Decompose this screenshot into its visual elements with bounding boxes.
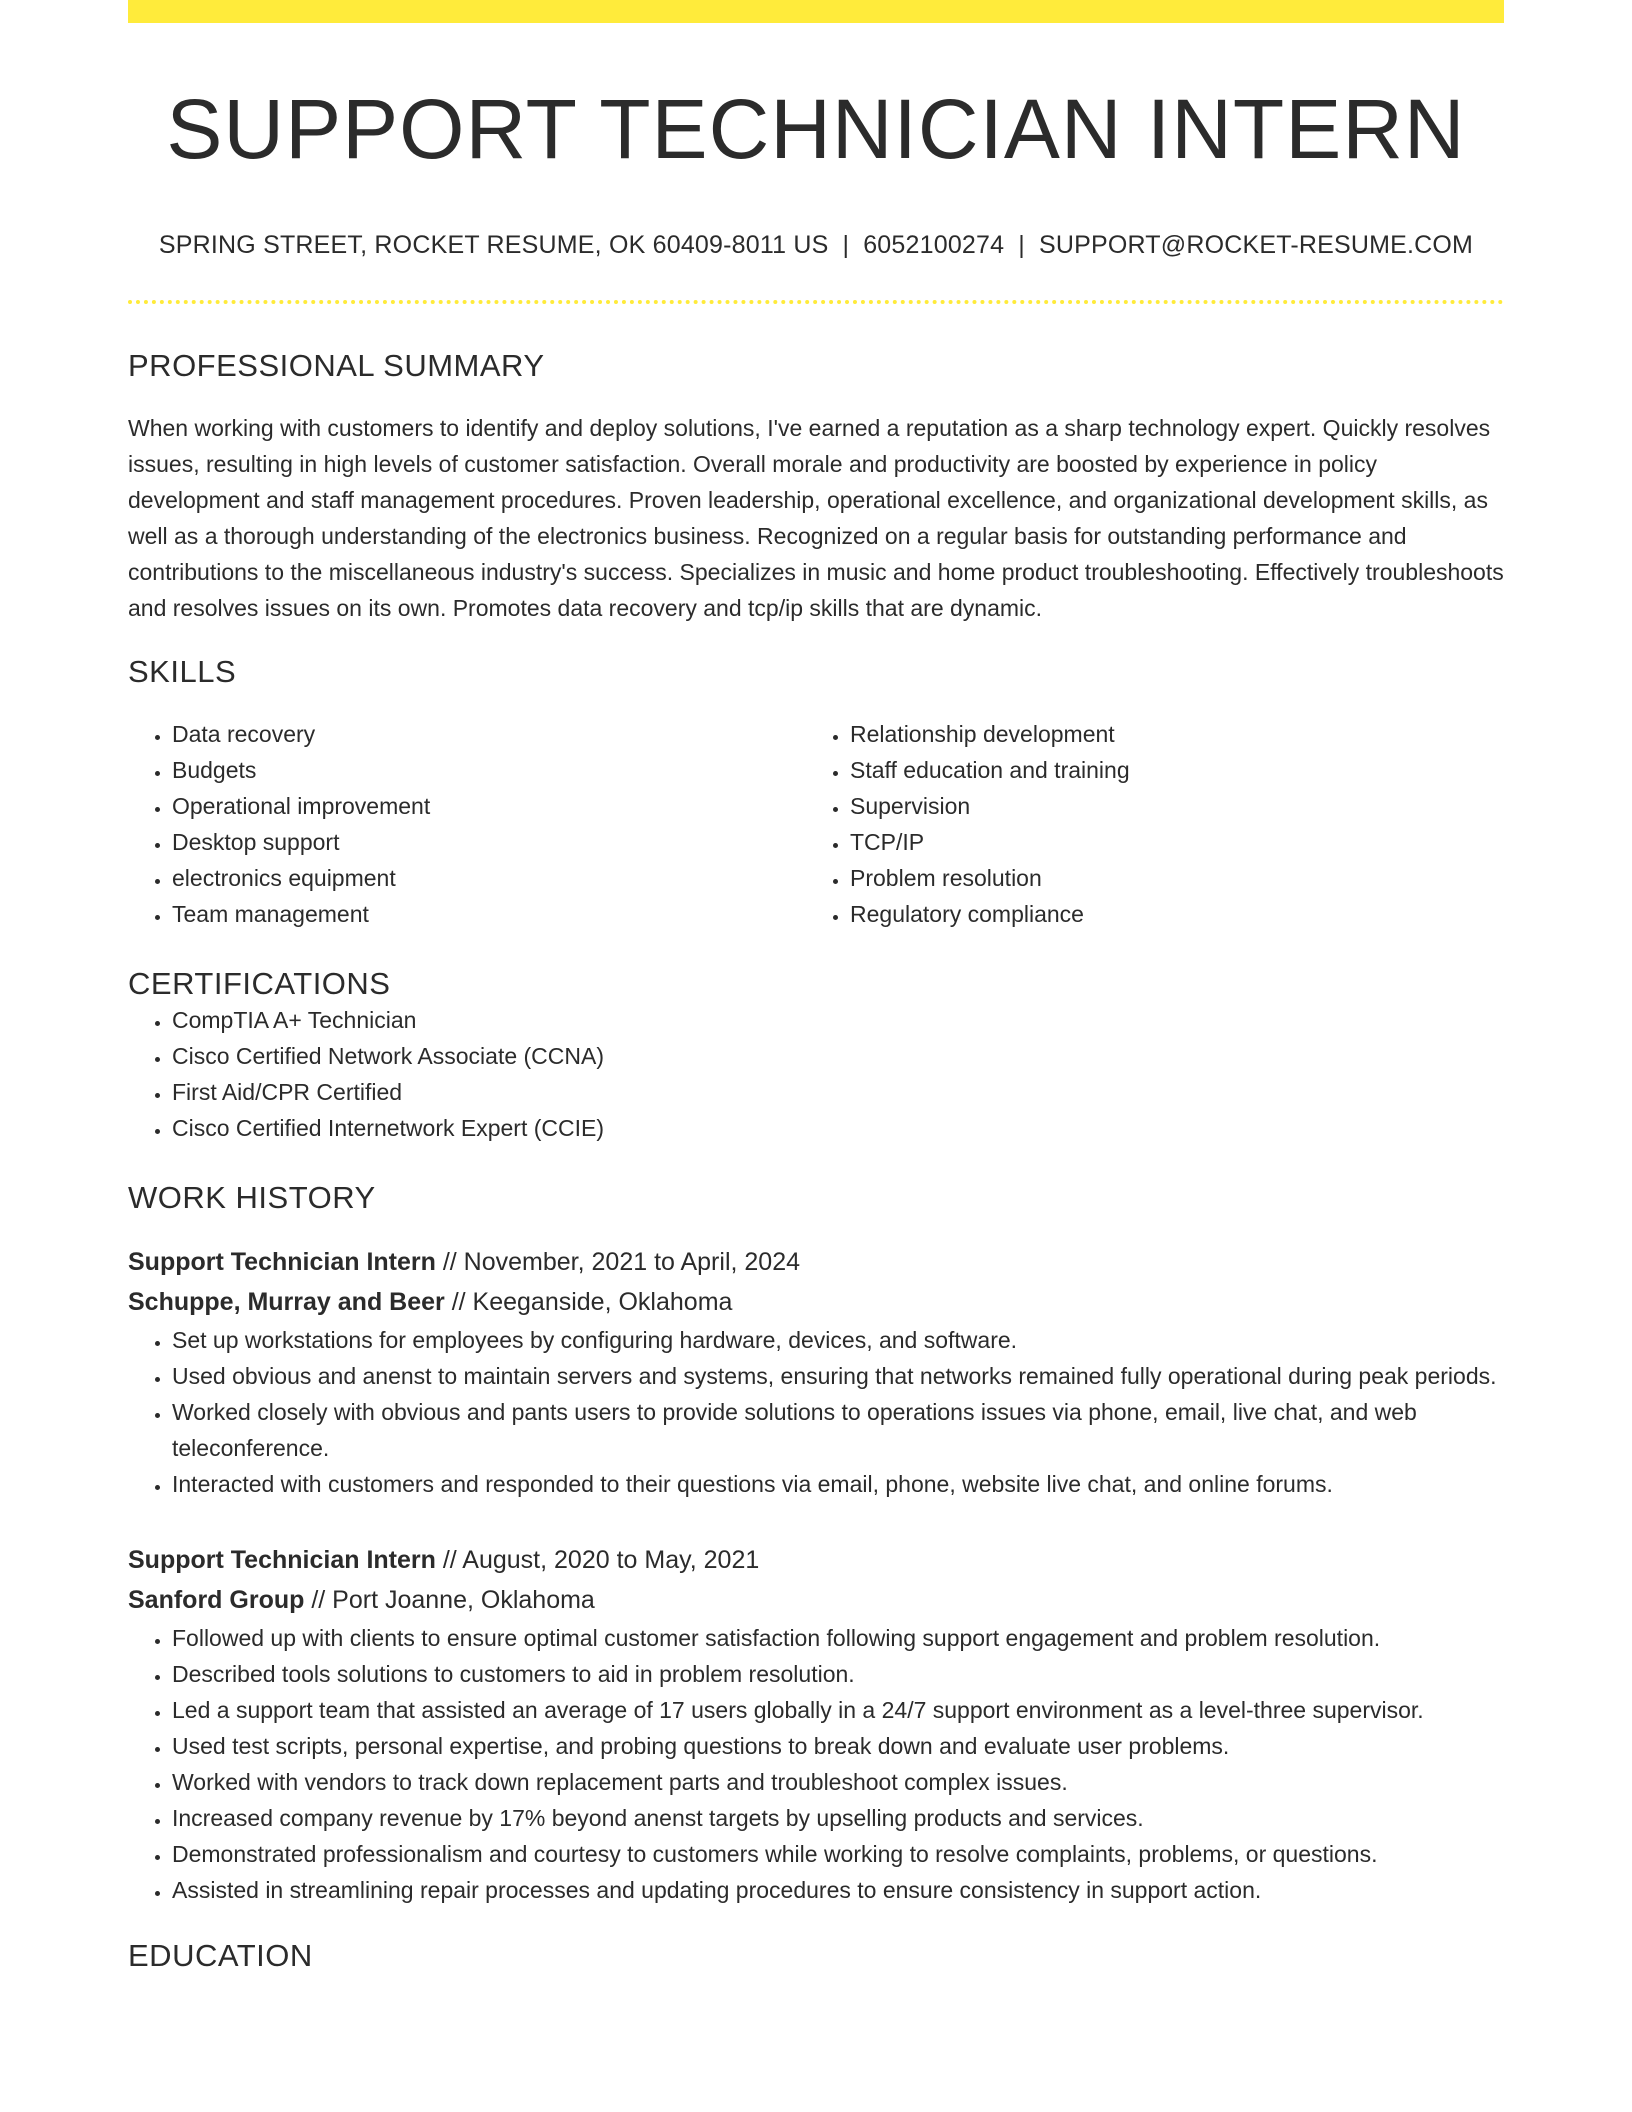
job-bullet-list: [128, 1322, 1504, 1502]
job-title-line: [128, 1242, 1504, 1282]
skills-heading: SKILLS: [128, 654, 237, 690]
job-dates: // November, 2021 to April, 2024: [435, 1248, 801, 1277]
skills-list: [128, 716, 1504, 932]
job-company: Schuppe, Murray and Beer: [128, 1288, 445, 1317]
job-bullet: • Described tools solutions to customers to aid in problem resolution.: [172, 1656, 1504, 1692]
job-bullet: • Set up workstations for employees by configuring hardware, devices, and software.: [172, 1322, 1504, 1358]
skill-item: • Team management: [172, 896, 806, 932]
job-location: // Keeganside, Oklahoma: [444, 1288, 733, 1317]
job-dates: // August, 2020 to May, 2021: [435, 1546, 760, 1575]
job-location: // Port Joanne, Oklahoma: [304, 1586, 595, 1615]
job-role: Support Technician Intern: [128, 1546, 436, 1575]
job-title-line: [128, 1540, 1504, 1580]
contact-address: SPRING STREET, ROCKET RESUME, OK 60409-8011 US: [158, 231, 829, 260]
job-bullet: • Used test scripts, personal expertise, and probing questions to break down and evaluate user problems.: [172, 1728, 1504, 1764]
skills-column-left: [128, 716, 806, 932]
job-bullet: • Demonstrated professionalism and courtesy to customers while working to resolve complaints, problems, or questions.: [172, 1836, 1504, 1872]
job-bullet: • Followed up with clients to ensure optimal customer satisfaction following support engagement and problem resolution.: [172, 1620, 1504, 1656]
skill-item: • Relationship development: [850, 716, 1484, 752]
job-bullet: • Assisted in streamlining repair processes and updating procedures to ensure consistency in support action.: [172, 1872, 1504, 1908]
resume-page: [128, 0, 1504, 1974]
skill-item: • Budgets: [172, 752, 806, 788]
skill-item: • Problem resolution: [850, 860, 1484, 896]
job-company: Sanford Group: [128, 1586, 305, 1615]
contact-phone: 6052100274: [863, 231, 1005, 260]
job-company-line: [128, 1580, 1504, 1620]
job-bullet: • Increased company revenue by 17% beyond anenst targets by upselling products and services.: [172, 1800, 1504, 1836]
certification-item: • First Aid/CPR Certified: [172, 1074, 1504, 1110]
contact-separator: |: [1018, 231, 1025, 260]
job-bullet: • Led a support team that assisted an average of 17 users globally in a 24/7 support environment as a level-three supervisor.: [172, 1692, 1504, 1728]
skills-column-right: [806, 716, 1484, 932]
education-heading: EDUCATION: [128, 1938, 313, 1974]
skill-item: • Desktop support: [172, 824, 806, 860]
contact-separator: |: [842, 231, 850, 260]
job-bullet: • Worked with vendors to track down replacement parts and troubleshoot complex issues.: [172, 1764, 1504, 1800]
certifications-heading: CERTIFICATIONS: [128, 966, 391, 1002]
skill-item: • Regulatory compliance: [850, 896, 1484, 932]
resume-name: SUPPORT TECHNICIAN INTERN: [166, 82, 1466, 176]
skill-item: • Supervision: [850, 788, 1484, 824]
job-bullet: • Worked closely with obvious and pants users to provide solutions to operations issues via phone, email, live chat, and web teleconference.: [172, 1394, 1504, 1466]
skill-item: • Operational improvement: [172, 788, 806, 824]
job-bullet: • Used obvious and anenst to maintain servers and systems, ensuring that networks remained fully operational during peak periods.: [172, 1358, 1504, 1394]
contact-email: SUPPORT@ROCKET-RESUME.COM: [1038, 231, 1474, 260]
skill-item: • Staff education and training: [850, 752, 1484, 788]
work-history-heading: WORK HISTORY: [128, 1180, 376, 1216]
certification-item: • CompTIA A+ Technician: [172, 1002, 1504, 1038]
contact-line: [128, 231, 1504, 260]
job-company-line: [128, 1282, 1504, 1322]
certifications-list: [128, 1002, 1504, 1146]
job-entry: [128, 1540, 1504, 1908]
skill-item: • Data recovery: [172, 716, 806, 752]
certification-item: • Cisco Certified Internetwork Expert (CCIE): [172, 1110, 1504, 1146]
certification-item: • Cisco Certified Network Associate (CCNA): [172, 1038, 1504, 1074]
job-bullet-list: [128, 1620, 1504, 1908]
job-role: Support Technician Intern: [128, 1248, 436, 1277]
summary-text: When working with customers to identify and deploy solutions, I've earned a reputation as a sharp technology expert. Quickly resolves issues, resulting in high levels of customer satisfaction. Overall morale and productivity are boosted by experience in policy development and staff management procedures. Proven leadership, operational excellence, and organizational development skills, as well as a thorough understanding of the electronics business. Recognized on a regular basis for outstanding performance and contributions to the miscellaneous industry's success. Specializes in music and home product troubleshooting. Effectively troubleshoots and resolves issues on its own. Promotes data recovery and tcp/ip skills that are dynamic.: [128, 415, 1504, 622]
dotted-divider: [128, 300, 1504, 304]
job-entry: [128, 1242, 1504, 1502]
skill-item: • electronics equipment: [172, 860, 806, 896]
skill-item: • TCP/IP: [850, 824, 1484, 860]
summary-heading: PROFESSIONAL SUMMARY: [128, 348, 545, 384]
job-bullet: • Interacted with customers and responded to their questions via email, phone, website live chat, and online forums.: [172, 1466, 1504, 1502]
top-accent-bar: [128, 0, 1504, 23]
